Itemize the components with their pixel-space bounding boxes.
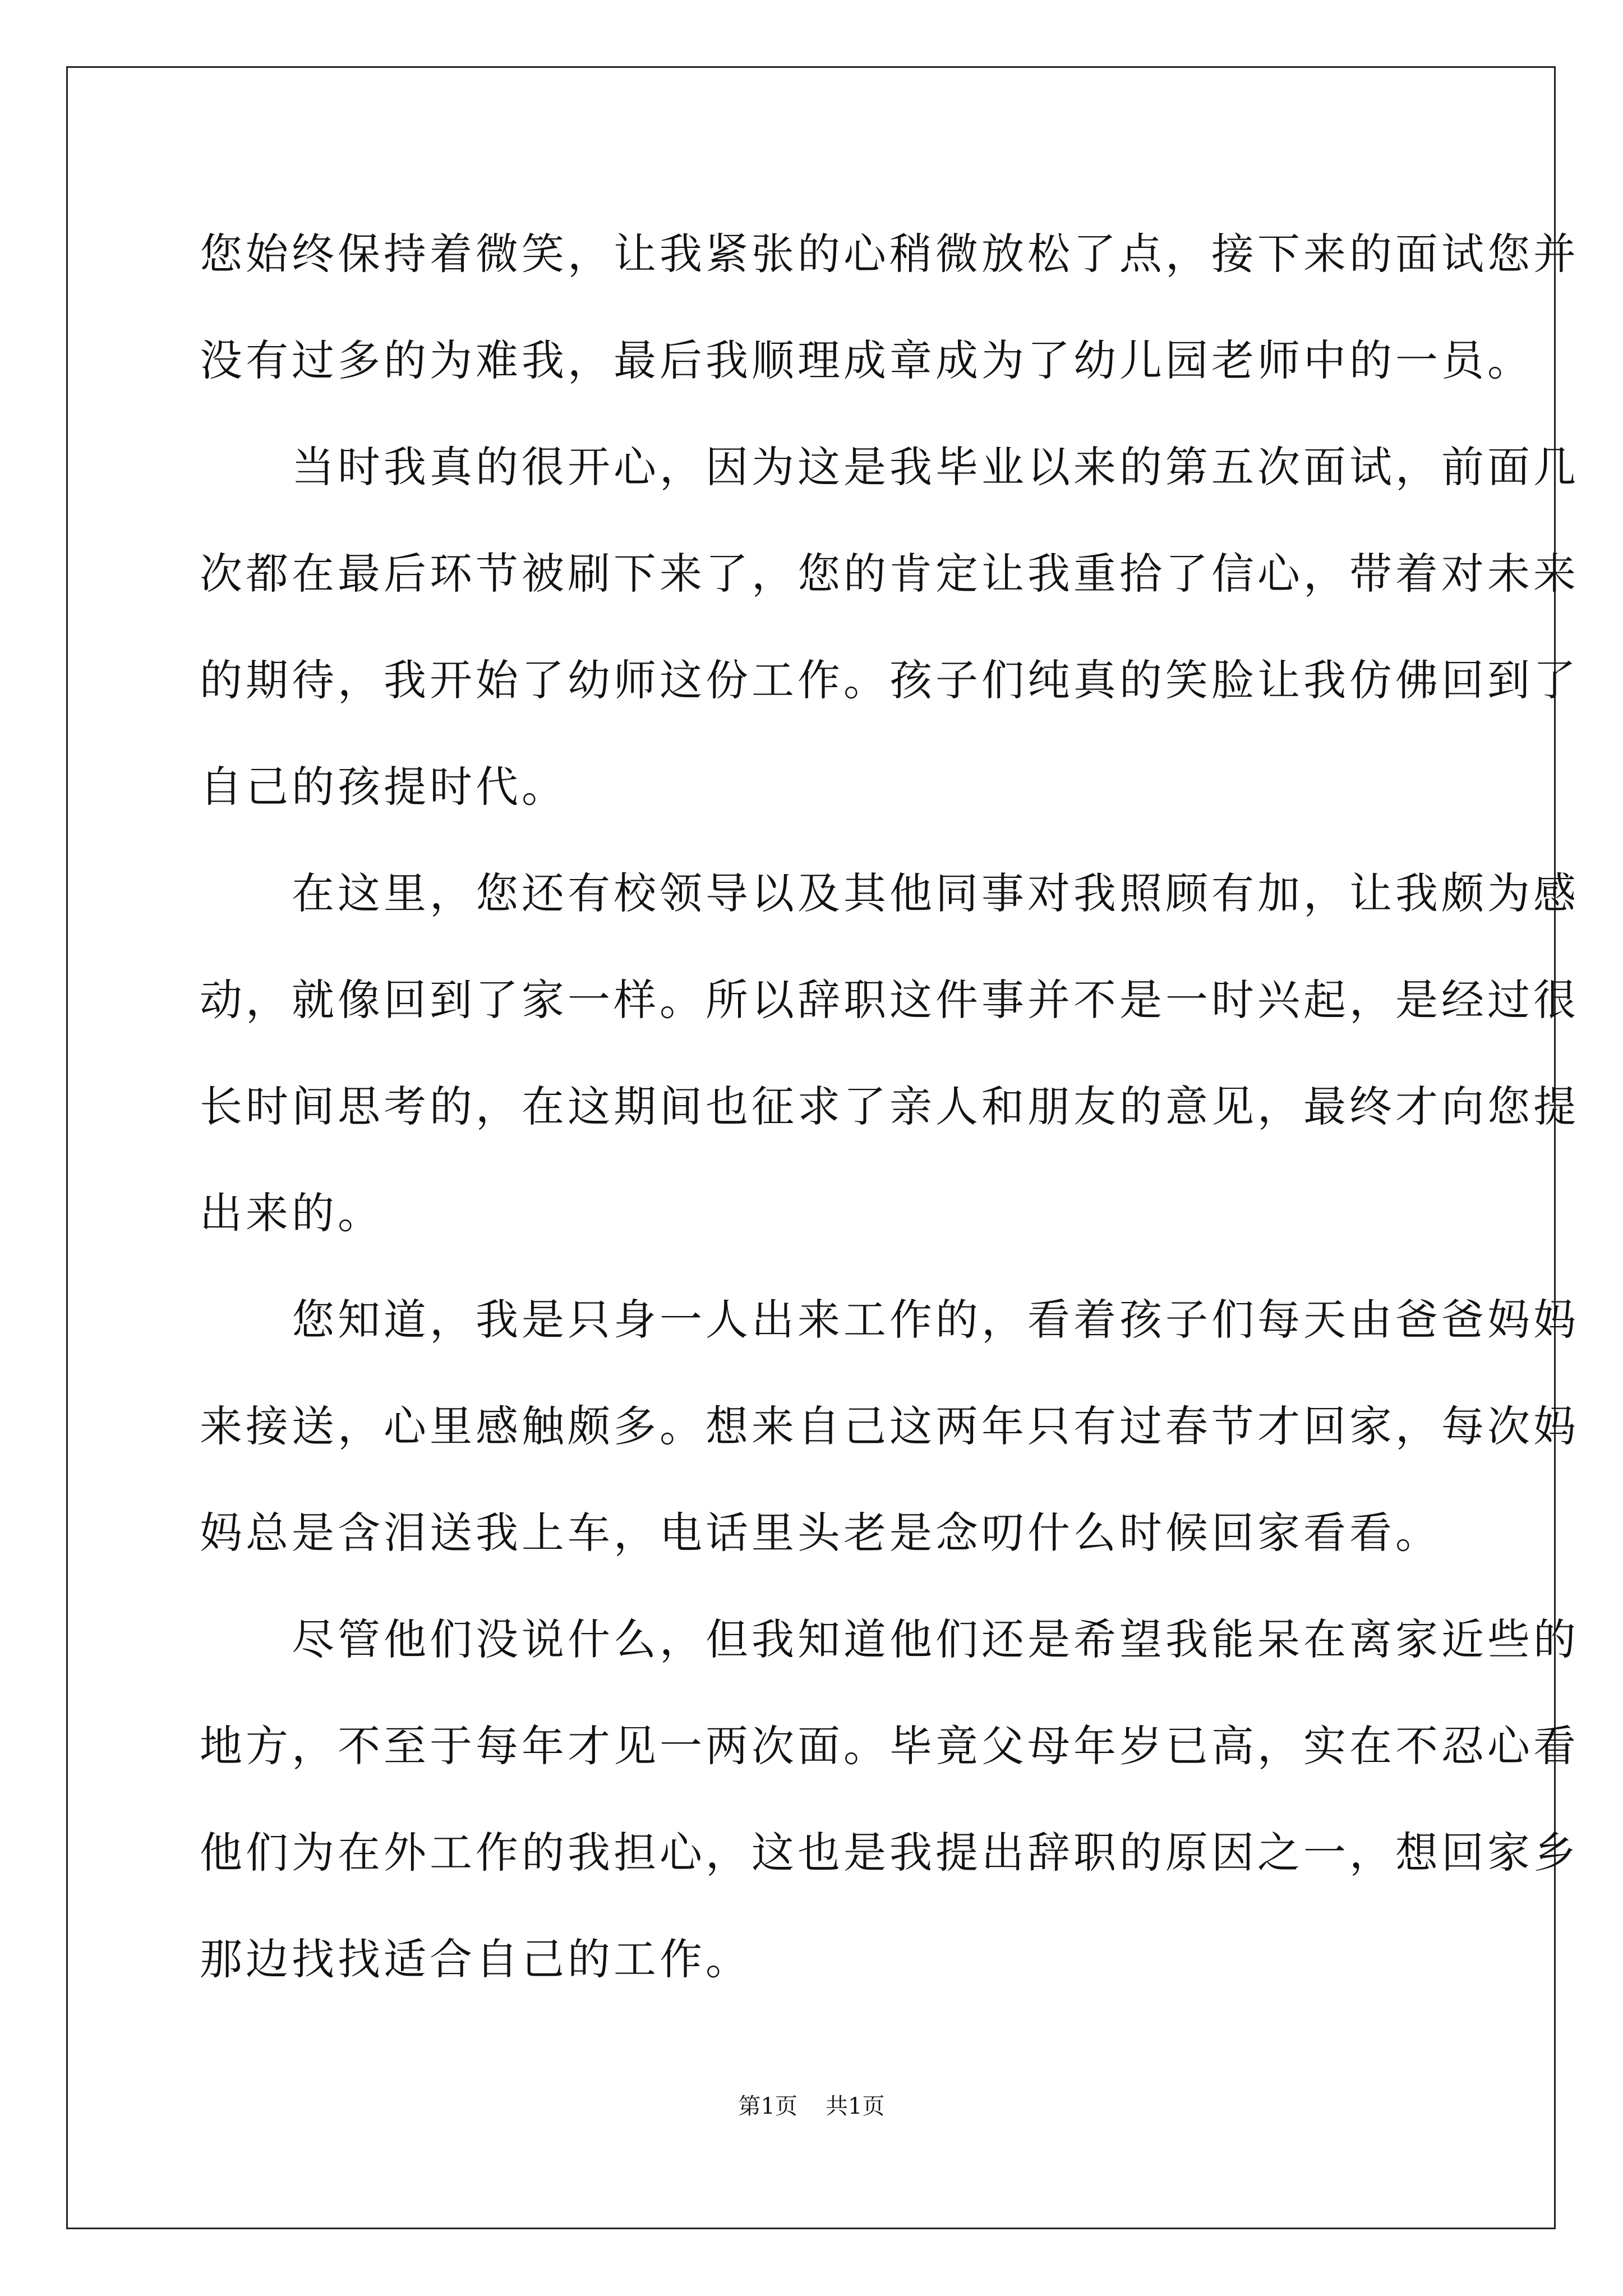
text-line: 那边找找适合自己的工作。: [200, 1934, 751, 1984]
text-line: 您知道，我是只身一人出来工作的，看着孩子们每天由爸爸妈妈: [200, 1295, 1579, 1345]
text-line: 您始终保持着微笑，让我紧张的心稍微放松了点，接下来的面试您并: [200, 229, 1579, 279]
text-line: 的期待，我开始了幼师这份工作。孩子们纯真的笑脸让我仿佛回到了: [200, 655, 1579, 705]
text-line: 尽管他们没说什么，但我知道他们还是希望我能呆在离家近些的: [200, 1614, 1579, 1664]
text-line: 长时间思考的，在这期间也征求了亲人和朋友的意见，最终才向您提: [200, 1082, 1579, 1131]
text-line: 他们为在外工作的我担心，这也是我提出辞职的原因之一，想回家乡: [200, 1828, 1579, 1878]
text-line: 出来的。: [200, 1188, 384, 1238]
text-line: 动，就像回到了家一样。所以辞职这件事并不是一时兴起，是经过很: [200, 975, 1579, 1025]
text-line: 来接送，心里感触颇多。想来自己这两年只有过春节才回家，每次妈: [200, 1401, 1579, 1451]
text-line: 自己的孩提时代。: [200, 762, 568, 812]
page-footer: [0, 2091, 1623, 2122]
document-body: [200, 201, 1579, 2013]
text-line: 妈总是含泪送我上车，电话里头老是念叨什么时候回家看看。: [200, 1508, 1441, 1558]
text-line: 地方，不至于每年才见一两次面。毕竟父母年岁已高，实在不忍心看: [200, 1721, 1579, 1771]
text-line: 没有过多的为难我，最后我顺理成章成为了幼儿园老师中的一员。: [200, 335, 1533, 385]
page-number: 第1页: [738, 2093, 797, 2119]
text-line: 在这里，您还有校领导以及其他同事对我照顾有加，让我颇为感: [200, 868, 1579, 918]
text-line: 当时我真的很开心，因为这是我毕业以来的第五次面试，前面几: [200, 442, 1579, 492]
text-line: 次都在最后环节被刷下来了，您的肯定让我重拾了信心，带着对未来: [200, 549, 1579, 599]
page-total: 共1页: [826, 2093, 885, 2119]
